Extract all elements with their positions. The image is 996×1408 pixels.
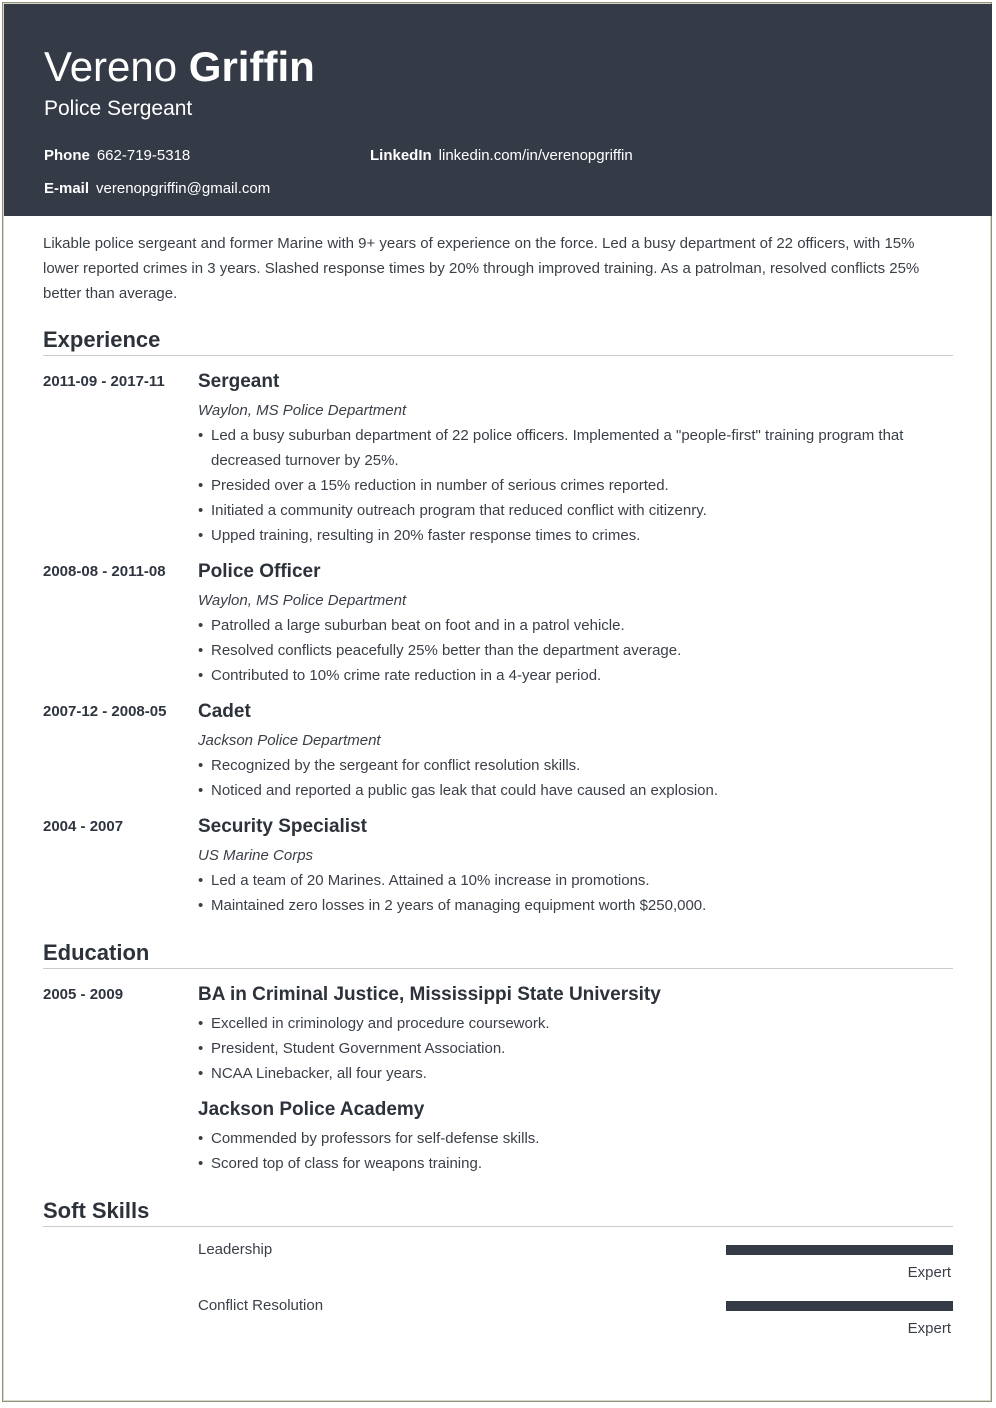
skill-level-bar	[726, 1245, 953, 1255]
email-link[interactable]: verenopgriffin@gmail.com	[96, 180, 271, 197]
job-organization: Waylon, MS Police Department	[198, 592, 407, 609]
job-organization: Waylon, MS Police Department	[198, 402, 407, 419]
contact-phone	[44, 146, 190, 166]
resume-page	[2, 2, 992, 1402]
soft-skills-divider	[43, 1226, 953, 1227]
resume-header	[4, 4, 992, 216]
list-item: • Contributed to 10% crime rate reduction in a 4-year period.	[198, 663, 928, 688]
job-dates: 2004 - 2007	[43, 818, 124, 835]
experience-divider	[43, 355, 953, 356]
experience-heading: Experience	[43, 327, 161, 352]
skill-level-fill	[726, 1301, 953, 1311]
soft-skills-heading: Soft Skills	[43, 1198, 150, 1223]
email-label: E-mail	[44, 180, 90, 197]
job-title: Cadet	[198, 701, 251, 722]
contact-email	[44, 179, 270, 199]
linkedin-label: LinkedIn	[370, 147, 432, 164]
skill-name: Leadership	[198, 1241, 273, 1258]
job-organization: US Marine Corps	[198, 847, 314, 864]
list-item: • Maintained zero losses in 2 years of managing equipment worth $250,000.	[198, 893, 928, 918]
job-dates: 2007-12 - 2008-05	[43, 703, 167, 720]
list-item: • Noticed and reported a public gas leak that could have caused an explosion.	[198, 778, 928, 803]
skill-level-bar	[726, 1301, 953, 1311]
list-item: • Presided over a 15% reduction in number of serious crimes reported.	[198, 473, 928, 498]
candidate-name	[44, 42, 315, 92]
list-item: • President, Student Government Association.	[198, 1036, 928, 1061]
job-dates: 2011-09 - 2017-11	[43, 373, 165, 390]
list-item: • NCAA Linebacker, all four years.	[198, 1061, 928, 1086]
job-title: Security Specialist	[198, 816, 367, 837]
list-item: • Excelled in criminology and procedure coursework.	[198, 1011, 928, 1036]
education-title: BA in Criminal Justice, Mississippi State University	[198, 984, 661, 1005]
list-item: • Commended by professors for self-defense skills.	[198, 1126, 928, 1151]
phone-value: 662-719-5318	[96, 147, 191, 164]
first-name: Vereno	[44, 43, 178, 90]
list-item: • Recognized by the sergeant for conflict resolution skills.	[198, 753, 928, 778]
education-heading: Education	[43, 940, 150, 965]
job-title: Sergeant	[198, 371, 280, 392]
education-divider	[43, 968, 953, 969]
summary-text: Likable police sergeant and former Marine with 9+ years of experience on the force. Led a busy department of 22 officers, with 15% lower reported crimes in 3 years. Slashed response times by 20% through improved training. As a patrolman, resolved conflicts 25% better than average.	[43, 235, 920, 302]
job-bullets	[198, 423, 928, 548]
education-dates: 2005 - 2009	[43, 986, 124, 1003]
list-item: • Resolved conflicts peacefully 25% better than the department average.	[198, 638, 928, 663]
phone-label: Phone	[44, 147, 90, 164]
education-bullets	[198, 1126, 928, 1176]
skill-level-label: Expert	[907, 1264, 951, 1281]
last-name: Griffin	[188, 43, 315, 90]
education-title: Jackson Police Academy	[198, 1099, 425, 1120]
job-title: Police Officer	[198, 561, 321, 582]
job-organization: Jackson Police Department	[198, 732, 381, 749]
linkedin-link[interactable]: linkedin.com/in/verenopgriffin	[438, 147, 633, 164]
list-item: • Initiated a community outreach program that reduced conflict with citizenry.	[198, 498, 928, 523]
job-title: Police Sergeant	[44, 97, 193, 120]
list-item: • Upped training, resulting in 20% faster response times to crimes.	[198, 523, 928, 548]
list-item: • Led a team of 20 Marines. Attained a 10% increase in promotions.	[198, 868, 928, 893]
job-bullets	[198, 753, 928, 803]
list-item: • Patrolled a large suburban beat on foot and in a patrol vehicle.	[198, 613, 928, 638]
education-bullets	[198, 1011, 928, 1086]
skill-level-fill	[726, 1245, 953, 1255]
job-bullets	[198, 613, 928, 688]
skill-level-label: Expert	[907, 1320, 951, 1337]
job-dates: 2008-08 - 2011-08	[43, 563, 166, 580]
skill-name: Conflict Resolution	[198, 1297, 324, 1314]
job-bullets	[198, 868, 928, 918]
list-item: • Led a busy suburban department of 22 police officers. Implemented a "people-first" training program that decreased turnover by 25%.	[198, 423, 928, 473]
list-item: • Scored top of class for weapons training.	[198, 1151, 928, 1176]
contact-linkedin	[370, 146, 633, 166]
